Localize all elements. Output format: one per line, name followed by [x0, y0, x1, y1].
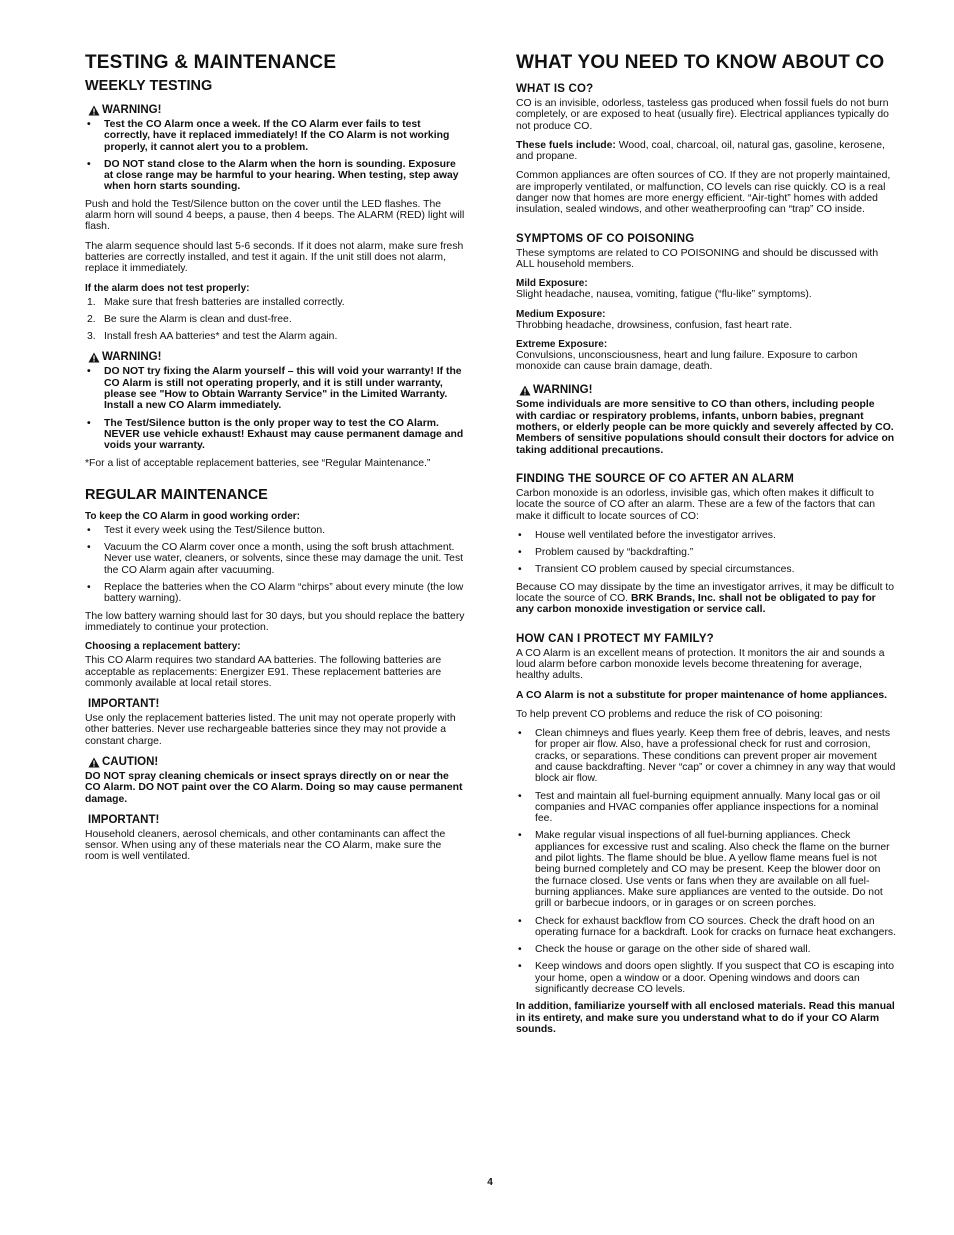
list-item: • House well ventilated before the investigator arrives. [518, 529, 776, 541]
paragraph: These fuels include: Wood, coal, charcoal, oil, natural gas, gasoline, kerosene, and propane. [516, 139, 885, 163]
section-title-testing: TESTING & MAINTENANCE [85, 52, 337, 73]
warning-label: WARNING! [516, 384, 896, 397]
paragraph: Because CO may dissipate by the time an investigator arrives, it may be difficult to locate the source of CO. BRK Brands, Inc. shall not be obligated to pay for any carbon monoxide investigation or service call. [516, 581, 895, 616]
paragraph: Slight headache, nausea, vomiting, fatigue (“flu-like” symptoms). [516, 289, 812, 301]
warning-triangle-icon [519, 385, 531, 396]
list-item: • DO NOT stand close to the Alarm when the horn is sounding. Exposure at close range may be harmful to your hearing. When testing, step away when horn starts sounding. [87, 158, 459, 193]
paragraph: This CO Alarm requires two standard AA batteries. The following batteries are acceptable as replacements: Energizer E91. These replacement batteries are commonly available at local retail stores. [85, 655, 442, 689]
list-item: 2. Be sure the Alarm is clean and dust-free. [87, 313, 292, 325]
paragraph: Convulsions, unconsciousness, heart and lung failure. Exposure to carbon monoxide can cause brain damage, death. [516, 349, 858, 373]
list-item: • Check the house or garage on the other side of shared wall. [518, 944, 811, 956]
footnote: *For a list of acceptable replacement batteries, see “Regular Maintenance.” [85, 457, 431, 469]
list-item: • DO NOT try fixing the Alarm yourself – this will void your warranty! If the CO Alarm is still not operating properly, and it is still under warranty, please see "How to Obtain Warranty Service" in the Limited Warranty. Install a new CO Alarm immediately. [87, 366, 462, 412]
paragraph: The low battery warning should last for 30 days, but you should replace the battery immediately to continue your protection. [85, 610, 465, 633]
paragraph: To help prevent CO problems and reduce the risk of CO poisoning: [516, 708, 823, 720]
list-item: • Replace the batteries when the CO Alarm “chirps” about every minute (the low battery warning). [87, 582, 464, 605]
heading-what-is-co: WHAT IS CO? [516, 83, 594, 95]
paragraph: Throbbing headache, drowsiness, confusion, fast heart rate. [516, 319, 793, 331]
list-item: • Vacuum the CO Alarm cover once a month, using the soft brush attachment. Never use water, cleaners, or solvents, since these may damage the unit. Test the CO Alarm again after vacuuming. [87, 542, 464, 576]
right-column [516, 52, 896, 1043]
page-number: 4 [487, 1177, 493, 1188]
steps-list [85, 297, 467, 343]
list-item: • Make regular visual inspections of all fuel-burning appliances. Check appliances for excessive rust and scaling. Also check the flame on the burner and pilot lights. The flame should be blue. A yellow flame means fuel is not being burned completely and CO may be present. Keep the blower door on the furnace closed. Use vents or fans when they are available on all fuel-burning appliances. Make sure appliances are vented to the outside. Do not grill or barbecue indoors, or in garages or on screen porches. [518, 830, 890, 910]
heading-regular-maintenance: REGULAR MAINTENANCE [85, 486, 268, 503]
list-item: • Clean chimneys and flues yearly. Keep them free of debris, leaves, and nests for proper air flow. Also, have a professional check for rust and corrosion, cracks, or separations. These conditions can prevent proper air movement and cause backdrafting. Never “cap” or cover a chimney in any way that would block air flow. [518, 728, 896, 785]
prevention-list [516, 728, 896, 995]
paragraph: Carbon monoxide is an odorless, invisible gas, which often makes it difficult to locate the source of CO after an alarm. These are a few of the factors that can make it difficult to locate sources of CO: [516, 487, 876, 522]
paragraph: A CO Alarm is not a substitute for proper maintenance of home appliances. [516, 689, 888, 701]
section-title-co: WHAT YOU NEED TO KNOW ABOUT CO [516, 52, 885, 73]
paragraph: The alarm sequence should last 5-6 seconds. If it does not alarm, make sure fresh batteries are correctly installed, and test it again. If the unit still does not alarm, replace it immediately. [85, 240, 464, 275]
important-label: IMPORTANT! [88, 813, 160, 826]
list-item: 1. Make sure that fresh batteries are installed correctly. [87, 296, 345, 308]
label-mild: Mild Exposure: [516, 278, 588, 290]
caution-label: CAUTION! [85, 756, 467, 769]
list-item: • Transient CO problem caused by special circumstances. [518, 564, 795, 576]
list-item: • Problem caused by “backdrafting.” [518, 547, 694, 559]
maintenance-list [85, 525, 467, 605]
warning-list [85, 119, 467, 193]
heading-symptoms: SYMPTOMS OF CO POISONING [516, 232, 695, 245]
label-not-test: If the alarm does not test properly: [85, 282, 250, 294]
list-item: • Check for exhaust backflow from CO sources. Check the draft hood on an operating furnace for a backdraft. Look for cracks on furnace heat exchangers. [518, 915, 896, 938]
paragraph: CO is an invisible, odorless, tasteless gas produced when fossil fuels do not burn completely, or are exposed to heat (usually fire). Electrical appliances typically do not produce CO. [516, 98, 889, 132]
paragraph: Household cleaners, aerosol chemicals, and other contaminants can affect the sensor. When using any of these materials near the CO Alarm, make sure the room is well ventilated. [85, 828, 446, 863]
paragraph: These symptoms are related to CO POISONING and should be discussed with ALL household members. [516, 247, 879, 270]
heading-finding-source: FINDING THE SOURCE OF CO AFTER AN ALARM [516, 472, 795, 485]
warning-triangle-icon [88, 352, 100, 363]
left-column [85, 52, 467, 871]
paragraph: A CO Alarm is an excellent means of protection. It monitors the air and sounds a loud alarm before carbon monoxide levels become threatening for average, healthy adults. [516, 647, 885, 682]
list-item: • The Test/Silence button is the only proper way to test the CO Alarm. NEVER use vehicle exhaust! Exhaust may cause permanent damage and voids your warranty. [87, 417, 464, 452]
heading-weekly-testing: WEEKLY TESTING [85, 78, 213, 94]
list-item: • Keep windows and doors open slightly. If you suspect that CO is escaping into your home, open a window or a door. Opening windows and doors can significantly decrease CO levels. [518, 961, 895, 996]
label-extreme: Extreme Exposure: [516, 338, 608, 350]
list-item: • Test it every week using the Test/Silence button. [87, 524, 326, 536]
list-item: • Test the CO Alarm once a week. If the CO Alarm ever fails to test correctly, have it replaced immediately! If the CO Alarm is not working properly, it cannot alert you to a problem. [87, 119, 450, 153]
warning-label: WARNING! [85, 351, 467, 364]
paragraph: In addition, familiarize yourself with all enclosed materials. Read this manual in its entirety, and make sure you understand what to do if your CO Alarm sounds. [516, 1001, 895, 1035]
factors-list [516, 530, 896, 576]
heading-protect-family: HOW CAN I PROTECT MY FAMILY? [516, 632, 714, 645]
warning-triangle-icon [88, 105, 100, 116]
list-item: 3. Install fresh AA batteries* and test the Alarm again. [87, 331, 338, 343]
important-label: IMPORTANT! [88, 698, 160, 711]
label-keep: To keep the CO Alarm in good working order: [85, 510, 301, 522]
paragraph: Some individuals are more sensitive to CO than others, including people with cardiac or respiratory problems, infants, unborn babies, pregnant mothers, or elderly people can be more quickly and severely affected by CO. Members of sensitive populations should consult their doctors for advice on taking additional precautions. [516, 399, 895, 456]
label-medium: Medium Exposure: [516, 308, 606, 320]
warning-label: WARNING! [85, 104, 467, 117]
label-choosing-battery: Choosing a replacement battery: [85, 641, 241, 653]
paragraph: Common appliances are often sources of CO. If they are not properly maintained, are improperly ventilated, or malfunction, CO levels can rise quickly. CO is a real danger now that homes are more energy efficient. “Air-tight” homes with added insulation, sealed windows, and other weatherproofing can “trap” CO inside. [516, 170, 891, 216]
paragraph: Use only the replacement batteries listed. The unit may not operate properly with other batteries. Never use rechargeable batteries since they may not provide a constant charge. [85, 713, 456, 747]
paragraph: DO NOT spray cleaning chemicals or insect sprays directly on or near the CO Alarm. DO NOT paint over the CO Alarm. Doing so may cause permanent damage. [85, 770, 463, 805]
warning-list [85, 366, 467, 451]
paragraph: Push and hold the Test/Silence button on the cover until the LED flashes. The alarm horn will sound 4 beeps, a pause, then 4 beeps. The ALARM (RED) light will flash. [85, 198, 465, 233]
list-item: • Test and maintain all fuel-burning equipment annually. Many local gas or oil companies and HVAC companies offer appliance inspections for a nominal fee. [518, 790, 881, 825]
warning-triangle-icon [88, 757, 100, 768]
